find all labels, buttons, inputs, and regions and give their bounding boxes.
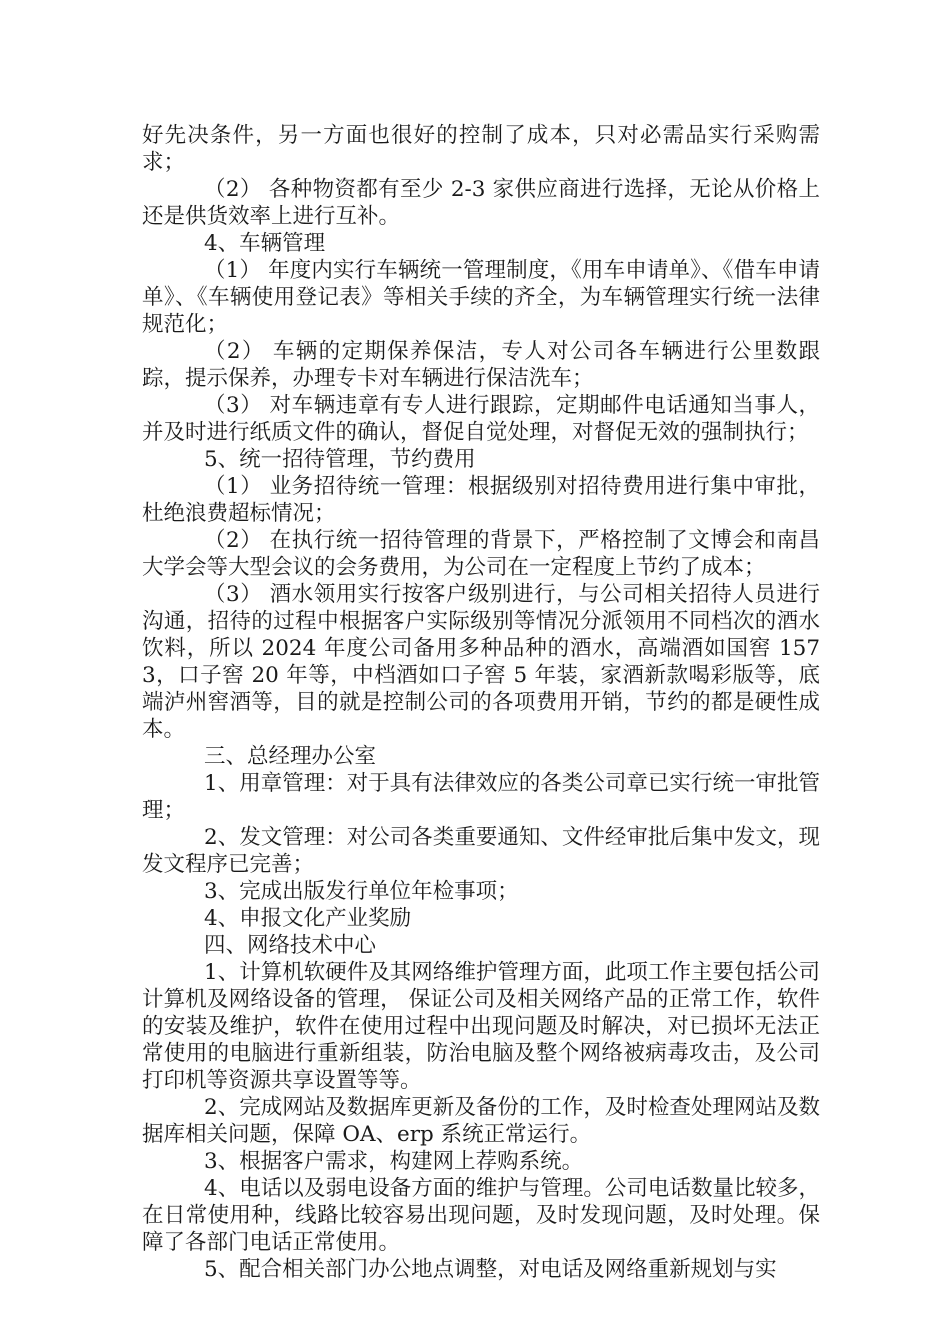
paragraph-procurement-conditions: 好先决条件，另一方面也很好的控制了成本，只对必需品实行采购需求；: [142, 123, 820, 175]
paragraph-telephone-maintenance: 4、电话以及弱电设备方面的维护与管理。公司电话数量比较多，在日常使用种，线路比较容易出现问题，及时发现问题，及时处理。保障了各部门电话正常使用。: [142, 1176, 820, 1255]
paragraph-culture-award: 4、申报文化产业奖励: [204, 906, 412, 931]
paragraph-vehicle-maintenance: （2） 车辆的定期保养保洁，专人对公司各车辆进行公里数跟踪，提示保养，办理专卡对车辆进行保洁洗车；: [142, 339, 820, 391]
paragraph-reception-approval: （1） 业务招待统一管理：根据级别对招待费用进行集中审批，杜绝浪费超标情况；: [142, 474, 820, 526]
paragraph-reception-control: （2） 在执行统一招待管理的背景下，严格控制了文博会和南昌大学会等大型会议的会务费用，为公司在一定程度上节约了成本；: [142, 528, 820, 580]
paragraph-website-database: 2、完成网站及数据库更新及备份的工作，及时检查处理网站及数据库相关问题，保障 OA、erp 系统正常运行。: [142, 1095, 820, 1147]
paragraph-annual-inspection: 3、完成出版发行单位年检事项；: [204, 879, 519, 904]
paragraph-beverage-usage: （3） 酒水领用实行按客户级别进行，与公司相关招待人员进行沟通，招待的过程中根据客户实际级别等情况分派领用不同档次的酒水饮料，所以 2024 年度公司备用多种品种的酒水，高端酒如国窖 1573，口子窖 20 年等，中档酒如口子窖 5 年装，家酒新款喝彩版等，底端泸州窖酒等，目的就是控制公司的各项费用开销，节约的都是硬性成本。: [142, 582, 820, 742]
paragraph-vehicle-violations: （3） 对车辆违章有专人进行跟踪，定期邮件电话通知当事人，并及时进行纸质文件的确认，督促自觉处理，对督促无效的强制执行；: [142, 393, 820, 445]
paragraph-hardware-software: 1、计算机软硬件及其网络维护管理方面，此项工作主要包括公司计算机及网络设备的管理， 保证公司及相关网络产品的正常工作，软件的安装及维护，软件在使用过程中出现问题及时解决，对已损坏无法正常使用的电脑进行重新组装，防治电脑及整个网络被病毒攻击，及公司打印机等资源共享设置等等。: [142, 960, 820, 1093]
paragraph-vehicle-rules: （1） 年度内实行车辆统一管理制度，《用车申请单》、《借车申请单》、《车辆使用登记表》等相关手续的齐全，为车辆管理实行统一法律规范化；: [142, 258, 820, 337]
paragraph-seal-management: 1、用章管理：对于具有法律效应的各类公司章已实行统一审批管理；: [142, 771, 820, 823]
document-body: [142, 122, 820, 1283]
paragraph-document-issuing: 2、发文管理：对公司各类重要通知、文件经审批后集中发文，现发文程序已完善；: [142, 825, 820, 877]
paragraph-suppliers: （2） 各种物资都有至少 2-3 家供应商进行选择，无论从价格上还是供货效率上进行互补。: [142, 177, 820, 229]
paragraph-recommendation-system: 3、根据客户需求，构建网上荐购系统。: [204, 1149, 584, 1174]
heading-vehicle-management: 4、车辆管理: [204, 231, 326, 256]
heading-reception-management: 5、统一招待管理，节约费用: [204, 447, 476, 472]
paragraph-office-relocation: 5、配合相关部门办公地点调整，对电话及网络重新规划与实: [204, 1257, 777, 1282]
heading-gm-office: 三、总经理办公室: [204, 744, 377, 769]
heading-network-center: 四、网络技术中心: [204, 933, 377, 958]
